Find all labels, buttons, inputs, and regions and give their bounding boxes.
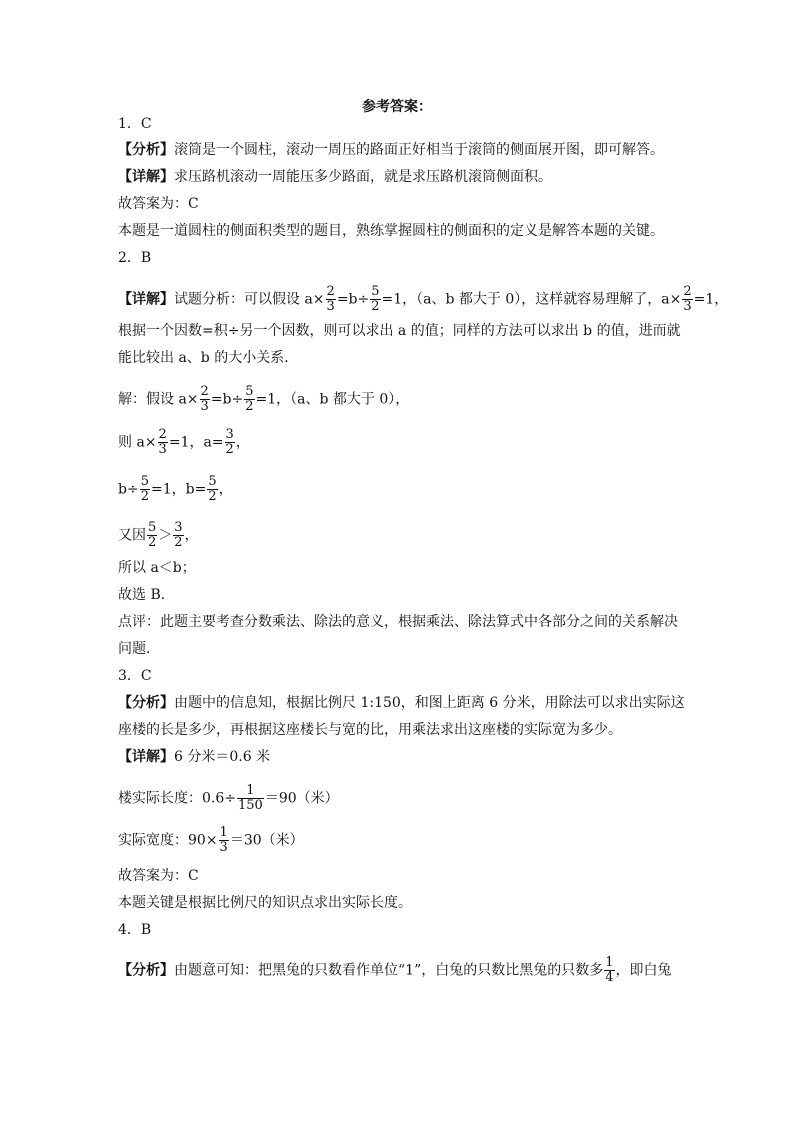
fraction <box>147 521 157 550</box>
fraction <box>200 385 210 414</box>
q2-heading: 2．B <box>118 250 152 266</box>
q3-heading: 3．C <box>118 668 152 684</box>
fraction <box>207 475 217 504</box>
analysis-text: 由题中的信息知，根据比例尺 1:150，和图上距离 6 分米，用除法可以求出实际这 <box>174 695 685 711</box>
fraction <box>682 285 692 314</box>
fraction-numerator: 5 <box>140 474 149 489</box>
fraction-denominator: 2 <box>140 489 149 504</box>
text-segment: ， <box>218 481 233 498</box>
q2-line-9: 故选 B． <box>118 587 175 603</box>
q4-analysis <box>118 956 672 985</box>
q1-answer: 故答案为：C <box>118 196 199 212</box>
detail-tag: 【详解】 <box>118 169 174 185</box>
q2-line-4 <box>118 385 409 414</box>
text-segment: =1，b= <box>150 481 207 498</box>
q3-length <box>118 784 339 813</box>
fraction <box>173 521 183 550</box>
fraction-denominator: 2 <box>174 535 183 550</box>
fraction-numerator: 5 <box>208 474 217 489</box>
fraction-denominator: 2 <box>225 442 234 457</box>
text-segment: 试题分析：可以假设 a× <box>174 291 325 308</box>
fraction-numerator: 1 <box>237 784 264 799</box>
fraction-denominator: 3 <box>683 299 692 314</box>
text-segment: =1，（a、b 都大于 0）， <box>255 391 410 408</box>
q3-analysis-2: 座楼的长是多少，再根据这座楼长与宽的比，用乘法求出这座楼的实际宽为多少。 <box>118 722 622 738</box>
text-segment: 解：假设 a× <box>118 391 199 408</box>
fraction-numerator: 5 <box>371 284 380 299</box>
fraction-denominator: 2 <box>245 399 254 414</box>
fraction-denominator: 2 <box>371 299 380 314</box>
q3-detail <box>118 747 270 767</box>
analysis-text: 滚筒是一个圆柱，滚动一周压的路面正好相当于滚筒的侧面展开图，即可解答。 <box>174 142 664 158</box>
analysis-tag: 【分析】 <box>118 695 174 711</box>
q4-heading: 4．B <box>118 922 152 938</box>
fraction <box>326 285 336 314</box>
fraction-numerator: 2 <box>200 384 209 399</box>
q2-line-2: 根据一个因数=积÷另一个因数，则可以求出 a 的值；同样的方法可以求出 b 的值，进而就 <box>118 323 681 339</box>
text-segment: =b÷ <box>210 391 244 408</box>
fraction-numerator: 5 <box>245 384 254 399</box>
q2-line-1 <box>118 285 728 314</box>
q2-line-3: 能比较出 a、b 的大小关系． <box>118 350 299 366</box>
text-segment: =1， <box>693 291 729 308</box>
text-segment: ＞ <box>158 527 173 544</box>
q2-line-11: 问题． <box>118 641 160 657</box>
fraction-denominator: 3 <box>158 442 167 457</box>
q1-note: 本题是一道圆柱的侧面积类型的题目，熟练掌握圆柱的侧面积的定义是解答本题的关键。 <box>118 223 664 239</box>
fraction-numerator: 5 <box>148 520 157 535</box>
fraction-numerator: 2 <box>158 427 167 442</box>
text-segment: =b÷ <box>336 291 370 308</box>
fraction-denominator: 150 <box>238 798 263 813</box>
detail-tag: 【详解】 <box>118 291 174 308</box>
fraction-numerator: 2 <box>683 284 692 299</box>
text-segment: =1，（a、b 都大于 0），这样就容易理解了，a× <box>381 291 682 308</box>
text-segment: =1，a= <box>168 434 224 451</box>
text-segment: ＝90（米） <box>264 790 339 807</box>
fraction <box>158 428 168 457</box>
fraction-numerator: 3 <box>225 427 234 442</box>
q2-line-8: 所以 a＜b； <box>118 560 196 576</box>
q3-width <box>118 826 304 855</box>
q1-detail <box>118 167 552 187</box>
q2-line-6 <box>118 475 233 504</box>
text-segment: 则 a× <box>118 434 157 451</box>
fraction-numerator: 1 <box>605 955 614 970</box>
fraction-denominator: 3 <box>219 840 228 855</box>
text-segment: 实际宽度：90× <box>118 832 218 849</box>
text-segment: ＝30（米） <box>229 832 304 849</box>
fraction <box>237 784 264 813</box>
text-segment: 由题意可知：把黑兔的只数看作单位“1”，白兔的只数比黑兔的只数多 <box>174 962 604 979</box>
q2-line-10: 点评：此题主要考查分数乘法、除法的意义，根据乘法、除法算式中各部分之间的关系解决 <box>118 614 678 630</box>
analysis-tag: 【分析】 <box>118 142 174 158</box>
q1-analysis <box>118 140 664 160</box>
fraction-denominator: 3 <box>200 399 209 414</box>
fraction-denominator: 2 <box>148 535 157 550</box>
fraction-numerator: 3 <box>174 520 183 535</box>
fraction <box>244 385 254 414</box>
text-segment: ， <box>184 527 199 544</box>
analysis-tag: 【分析】 <box>118 962 174 979</box>
fraction-denominator: 2 <box>208 489 217 504</box>
q3-analysis-1 <box>118 693 685 713</box>
text-segment: ， <box>235 434 250 451</box>
fraction <box>140 475 150 504</box>
q1-heading: 1．C <box>118 116 152 132</box>
text-segment: ，即白兔 <box>615 962 672 979</box>
text-segment: 楼实际长度：0.6÷ <box>118 790 236 807</box>
fraction-numerator: 2 <box>326 284 335 299</box>
q3-answer: 故答案为：C <box>118 868 199 884</box>
q2-line-7 <box>118 521 199 550</box>
detail-text: 求压路机滚动一周能压多少路面，就是求压路机滚筒侧面积。 <box>174 169 552 185</box>
detail-text: 6 分米＝0.6 米 <box>174 749 271 765</box>
detail-tag: 【详解】 <box>118 749 174 765</box>
fraction <box>219 826 229 855</box>
page-title: 参考答案： <box>362 99 432 115</box>
fraction-numerator: 1 <box>219 825 228 840</box>
q2-line-5 <box>118 428 250 457</box>
text-segment: b÷ <box>118 481 139 498</box>
fraction <box>604 956 614 985</box>
fraction-denominator: 4 <box>605 970 614 985</box>
text-segment: 又因 <box>118 527 146 544</box>
fraction <box>225 428 235 457</box>
fraction-denominator: 3 <box>326 299 335 314</box>
q3-note: 本题关键是根据比例尺的知识点求出实际长度。 <box>118 895 412 911</box>
fraction <box>370 285 380 314</box>
